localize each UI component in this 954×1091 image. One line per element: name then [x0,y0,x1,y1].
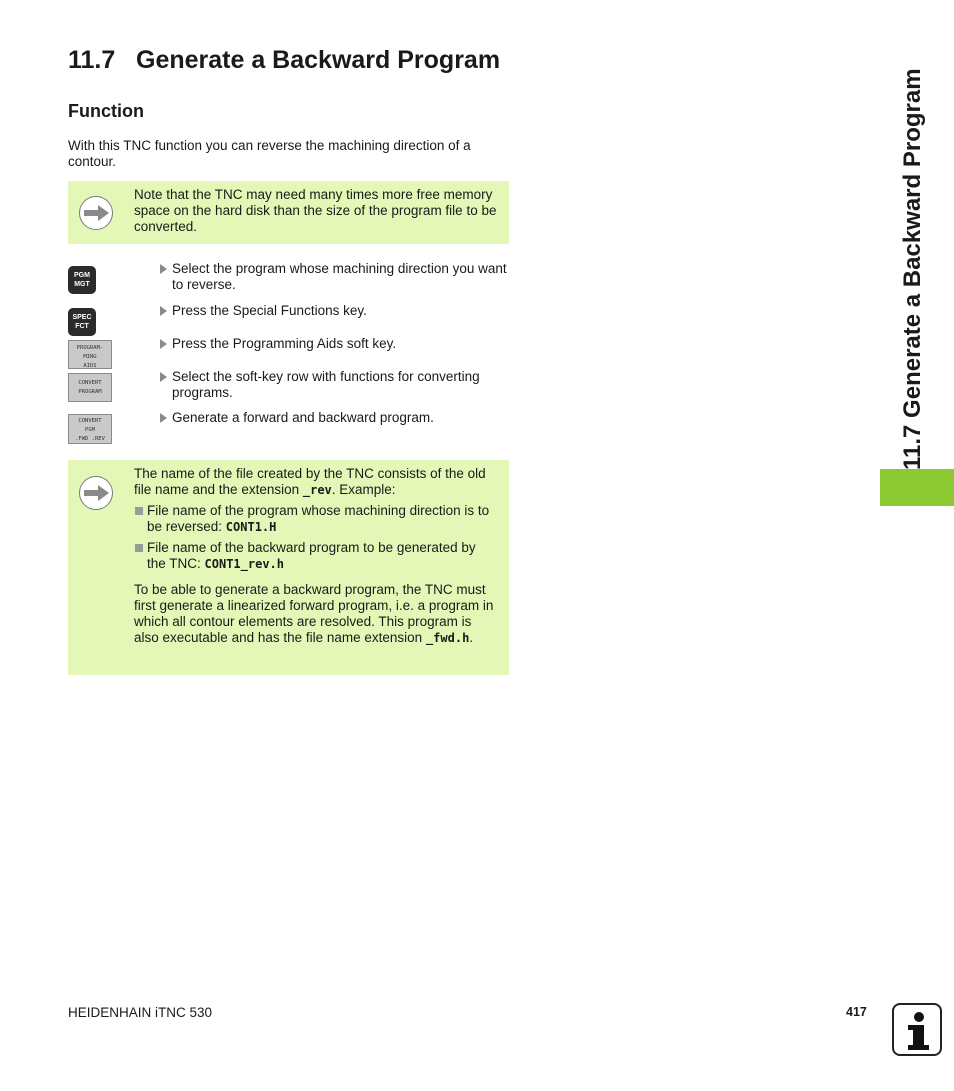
step-item [159,261,511,293]
convert-fwd-rev-softkey [68,414,112,444]
list-text: File name of the program whose machining direction is to be reversed: [147,503,490,534]
note-text: Note that the TNC may need many times more free memory space on the hard disk than the size of the program file to be converted. [134,187,497,234]
step-item [159,336,511,352]
side-tab-label: 11.7 Generate a Backward Program [899,68,926,470]
triangle-bullet-icon [160,306,167,316]
softkey-label: PGM [85,427,95,433]
programming-aids-softkey [68,340,112,369]
list-item [134,540,497,572]
code-extension: _rev [302,483,332,497]
triangle-bullet-icon [160,339,167,349]
pgm-mgt-key [68,266,96,294]
text-run: . Example: [331,482,396,497]
intro-paragraph: With this TNC function you can reverse the machining direction of a contour. [68,138,471,169]
note-box [68,181,509,244]
softkey-label: CONVERT [78,380,102,386]
info-icon [892,1003,942,1056]
code-filename: CONT1.H [225,520,277,534]
page-number: 417 [846,1005,867,1019]
square-bullet-icon [135,507,143,515]
section-number: 11.7 [68,46,116,74]
note-paragraph [134,582,497,646]
key-label: PGM [74,272,90,279]
note-box [68,460,509,675]
convert-program-softkey [68,373,112,402]
footer-product: HEIDENHAIN iTNC 530 [68,1005,213,1020]
side-tab-marker [880,469,954,506]
arrow-right-icon [79,476,113,510]
key-label: SPEC [72,314,92,321]
softkey-label: MING [83,354,97,360]
text-run: The name of the file created by the TNC consists of the old file name and the extension [134,466,486,497]
step-text: Select the program whose machining direction you want to reverse. [172,261,507,292]
softkey-label: PROGRAM [78,389,102,395]
step-item [159,410,511,426]
text-run: . [469,630,474,645]
list-text: File name of the backward program to be generated by the TNC: [147,540,476,571]
step-text: Select the soft-key row with functions for converting programs. [172,369,480,400]
triangle-bullet-icon [160,372,167,382]
note-intro [134,466,497,498]
text-run: To be able to generate a backward program, the TNC must first generate a linearized forward program, i.e. a program in which all contour elements are resolved. This program is also executable and has the file name extension [134,582,494,645]
triangle-bullet-icon [160,413,167,423]
arrow-right-icon [79,196,113,230]
step-text: Press the Special Functions key. [172,303,367,318]
note-text [134,466,497,646]
spec-fct-key [68,308,96,336]
step-item [159,369,511,401]
softkey-label: .FWD [75,436,89,442]
list-item [134,503,497,535]
step-item [159,303,511,319]
step-text: Generate a forward and backward program. [172,410,434,425]
triangle-bullet-icon [160,264,167,274]
softkey-label: .REV [91,436,105,442]
softkey-label: PROGRAM- [76,345,104,351]
step-text: Press the Programming Aids soft key. [172,336,397,351]
code-filename: CONT1_rev.h [204,557,285,571]
code-extension: _fwd.h [425,631,470,645]
softkey-label: AIDS [83,363,97,369]
key-label: MGT [74,281,90,288]
page-title [68,46,500,75]
section-title: Generate a Backward Program [136,46,501,74]
softkey-label: CONVERT [78,418,102,424]
subsection-title: Function [68,101,144,121]
square-bullet-icon [135,544,143,552]
key-label: FCT [75,323,89,330]
